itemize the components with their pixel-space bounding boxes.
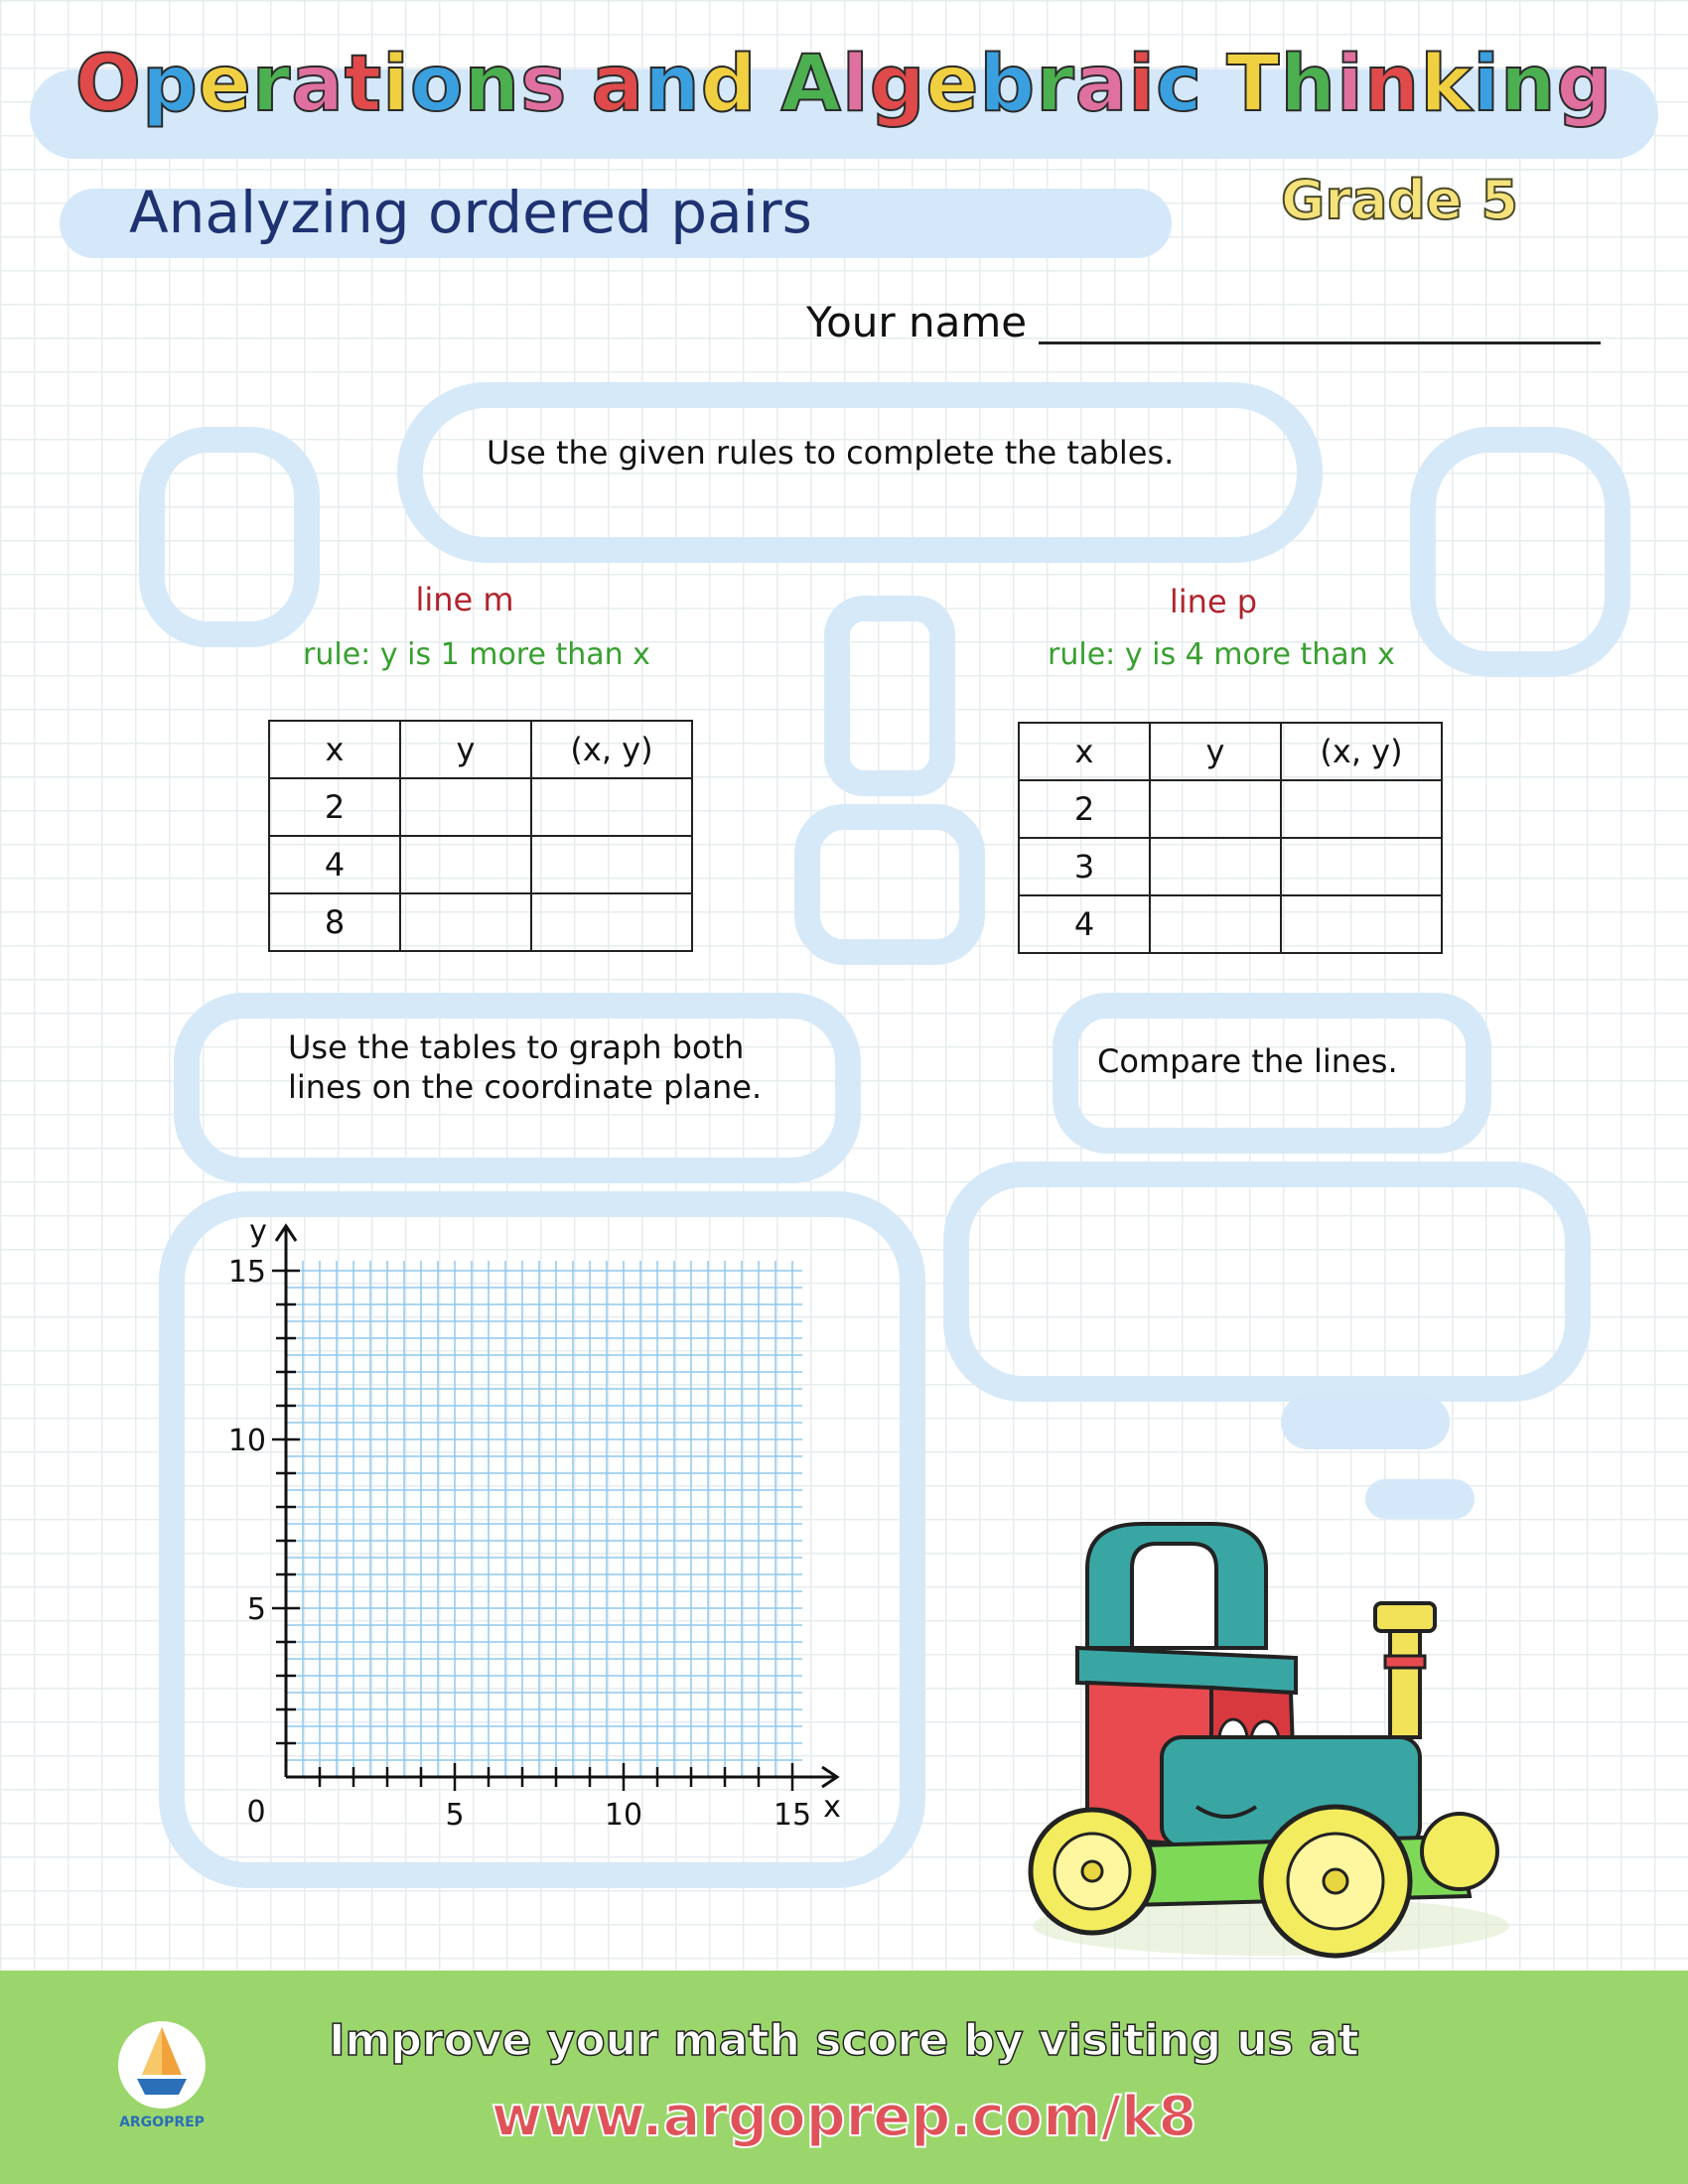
pair-cell-input[interactable] [1281,895,1442,953]
title-word: and [591,40,758,129]
y-tick-label: 5 [246,1592,266,1627]
y-axis-label: y [249,1221,267,1249]
name-input-line[interactable] [1039,341,1601,344]
header-xy: (x, y) [531,721,692,778]
header-xy: (x, y) [1281,723,1442,780]
pair-cell-input[interactable] [531,893,692,951]
instruction-graph-line2: lines on the coordinate plane. [288,1068,763,1106]
cloud-outline-mid2 [794,804,985,965]
footer-promo-text: Improve your math score by visiting us at [329,2015,1359,2066]
instruction-graph-line1: Use the tables to graph both [288,1028,745,1066]
header-x: x [269,721,400,778]
header-x: x [1019,723,1150,780]
y-tick-label: 15 [227,1255,266,1290]
footer-url-link[interactable]: www.argoprep.com/k8 [491,2085,1197,2149]
grade-label: Grade 5 [1281,169,1519,231]
line-p-rule: rule: y is 4 more than x [1048,637,1395,672]
instruction-compare: Compare the lines. [1097,1042,1398,1080]
table-row [269,778,692,836]
x-cell: 4 [269,836,400,893]
page-subtitle: Analyzing ordered pairs [129,179,812,246]
x-cell: 2 [269,778,400,836]
name-label: Your name [806,298,1028,346]
y-cell-input[interactable] [400,893,531,951]
y-cell-input[interactable] [1150,780,1281,838]
table-row [269,836,692,893]
smoke-puff-1 [1281,1395,1450,1449]
y-cell-input[interactable] [400,836,531,893]
table-header-row [269,721,692,778]
train-illustration [1013,1509,1529,1985]
line-m-rule: rule: y is 1 more than x [303,637,650,672]
cloud-outline-top [397,382,1323,563]
line-m-table [268,720,693,952]
y-cell-input[interactable] [1150,838,1281,895]
x-axis-label: x [823,1790,841,1825]
logo-text: ARGOPREP [119,2115,205,2130]
pair-cell-input[interactable] [1281,780,1442,838]
line-m-title: line m [415,581,514,618]
pair-cell-input[interactable] [531,778,692,836]
x-tick-label: 5 [445,1798,465,1833]
table-row [1019,780,1442,838]
line-p-title: line p [1169,583,1258,620]
origin-label: 0 [246,1795,266,1830]
x-cell: 3 [1019,838,1150,895]
y-tick-label: 10 [227,1424,266,1458]
table-row [1019,895,1442,953]
title-word: Thinking [1226,40,1614,129]
header-y: y [1150,723,1281,780]
x-cell: 8 [269,893,400,951]
table-row [269,893,692,951]
table-row [1019,838,1442,895]
footer-banner [0,1971,1688,2184]
table-header-row [1019,723,1442,780]
y-cell-input[interactable] [1150,895,1281,953]
cloud-outline-mid1 [824,596,955,796]
page-title [0,40,1688,129]
coordinate-plane[interactable] [199,1221,854,1846]
x-tick-label: 15 [773,1798,812,1833]
x-cell: 2 [1019,780,1150,838]
instruction-complete-tables: Use the given rules to complete the tables. [487,434,1175,472]
title-word: Algebraic [780,40,1203,129]
header-y: y [400,721,531,778]
compare-answer-area[interactable] [983,1196,1499,1315]
x-cell: 4 [1019,895,1150,953]
x-tick-label: 10 [604,1798,643,1833]
pair-cell-input[interactable] [1281,838,1442,895]
title-word: Operations [74,40,568,129]
line-p-table [1018,722,1443,954]
pair-cell-input[interactable] [531,836,692,893]
y-cell-input[interactable] [400,778,531,836]
